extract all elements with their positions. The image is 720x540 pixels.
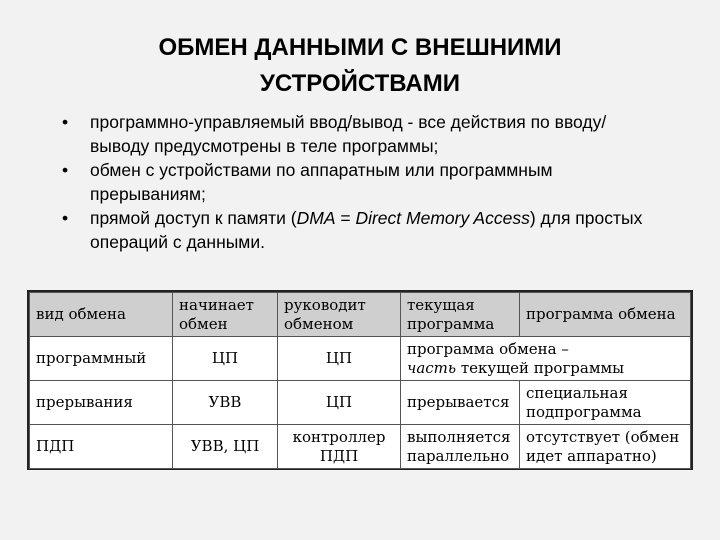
cell-starts: УВВ [173,381,278,425]
table-row [30,337,691,381]
header-cell: начинает обмен [173,293,278,337]
bullet-text-pre: прямой доступ к памяти ( [90,208,297,228]
cell-type: прерывания [30,381,173,425]
cell-current: выполняется параллельно [401,425,520,469]
header-cell: текущая программа [401,293,520,337]
merged-italic: часть [407,358,457,377]
cell-manages: ЦП [278,337,401,381]
cell-exchange: специальная подпрограмма [520,381,691,425]
title-line-2: УСТРОЙСТВАМИ [259,70,461,97]
bullet-text-dma-full: Direct Memory Access [355,208,530,228]
merged-line-2 [407,359,684,378]
title-line-1: ОБМЕН ДАННЫМИ С ВНЕШНИМИ [158,34,562,61]
merged-rest: текущей программы [456,358,625,377]
header-cell: руководит обменом [278,293,401,337]
cell-manages: ЦП [278,381,401,425]
bullet-item [62,206,662,254]
exchange-table [29,292,691,469]
cell-type: ПДП [30,425,173,469]
bullet-text: обмен с устройствами по аппаратным или программным прерываниям; [90,160,553,204]
bullet-dot: • [62,160,69,180]
cell-exchange: отсутствует (обмен идет аппаратно) [520,425,691,469]
bullet-item [62,110,662,158]
header-cell: программа обмена [520,293,691,337]
cell-type: программный [30,337,173,381]
bullet-item [62,158,662,206]
table-row [30,381,691,425]
cell-starts: ЦП [173,337,278,381]
merged-line-1: программа обмена – [407,339,569,358]
bullet-dot: • [62,208,69,228]
exchange-table-frame [27,290,693,470]
header-cell: вид обмена [30,293,173,337]
table-row [30,425,691,469]
bullet-text-post: ) для простых операций с данными. [90,208,643,252]
bullet-list [62,110,662,254]
bullet-dot: • [62,112,69,132]
cell-current: прерывается [401,381,520,425]
cell-manages: контроллер ПДП [278,425,401,469]
bullet-text-dma: DMA [296,208,336,228]
bullet-text: программно-управляемый ввод/вывод - все действия по вводу/выводу предусмотрены в теле программы; [90,112,607,156]
slide-title [60,30,660,102]
table-header-row [30,293,691,337]
cell-merged-program [401,337,691,381]
cell-starts: УВВ, ЦП [173,425,278,469]
bullet-text-eq: = [335,208,356,228]
